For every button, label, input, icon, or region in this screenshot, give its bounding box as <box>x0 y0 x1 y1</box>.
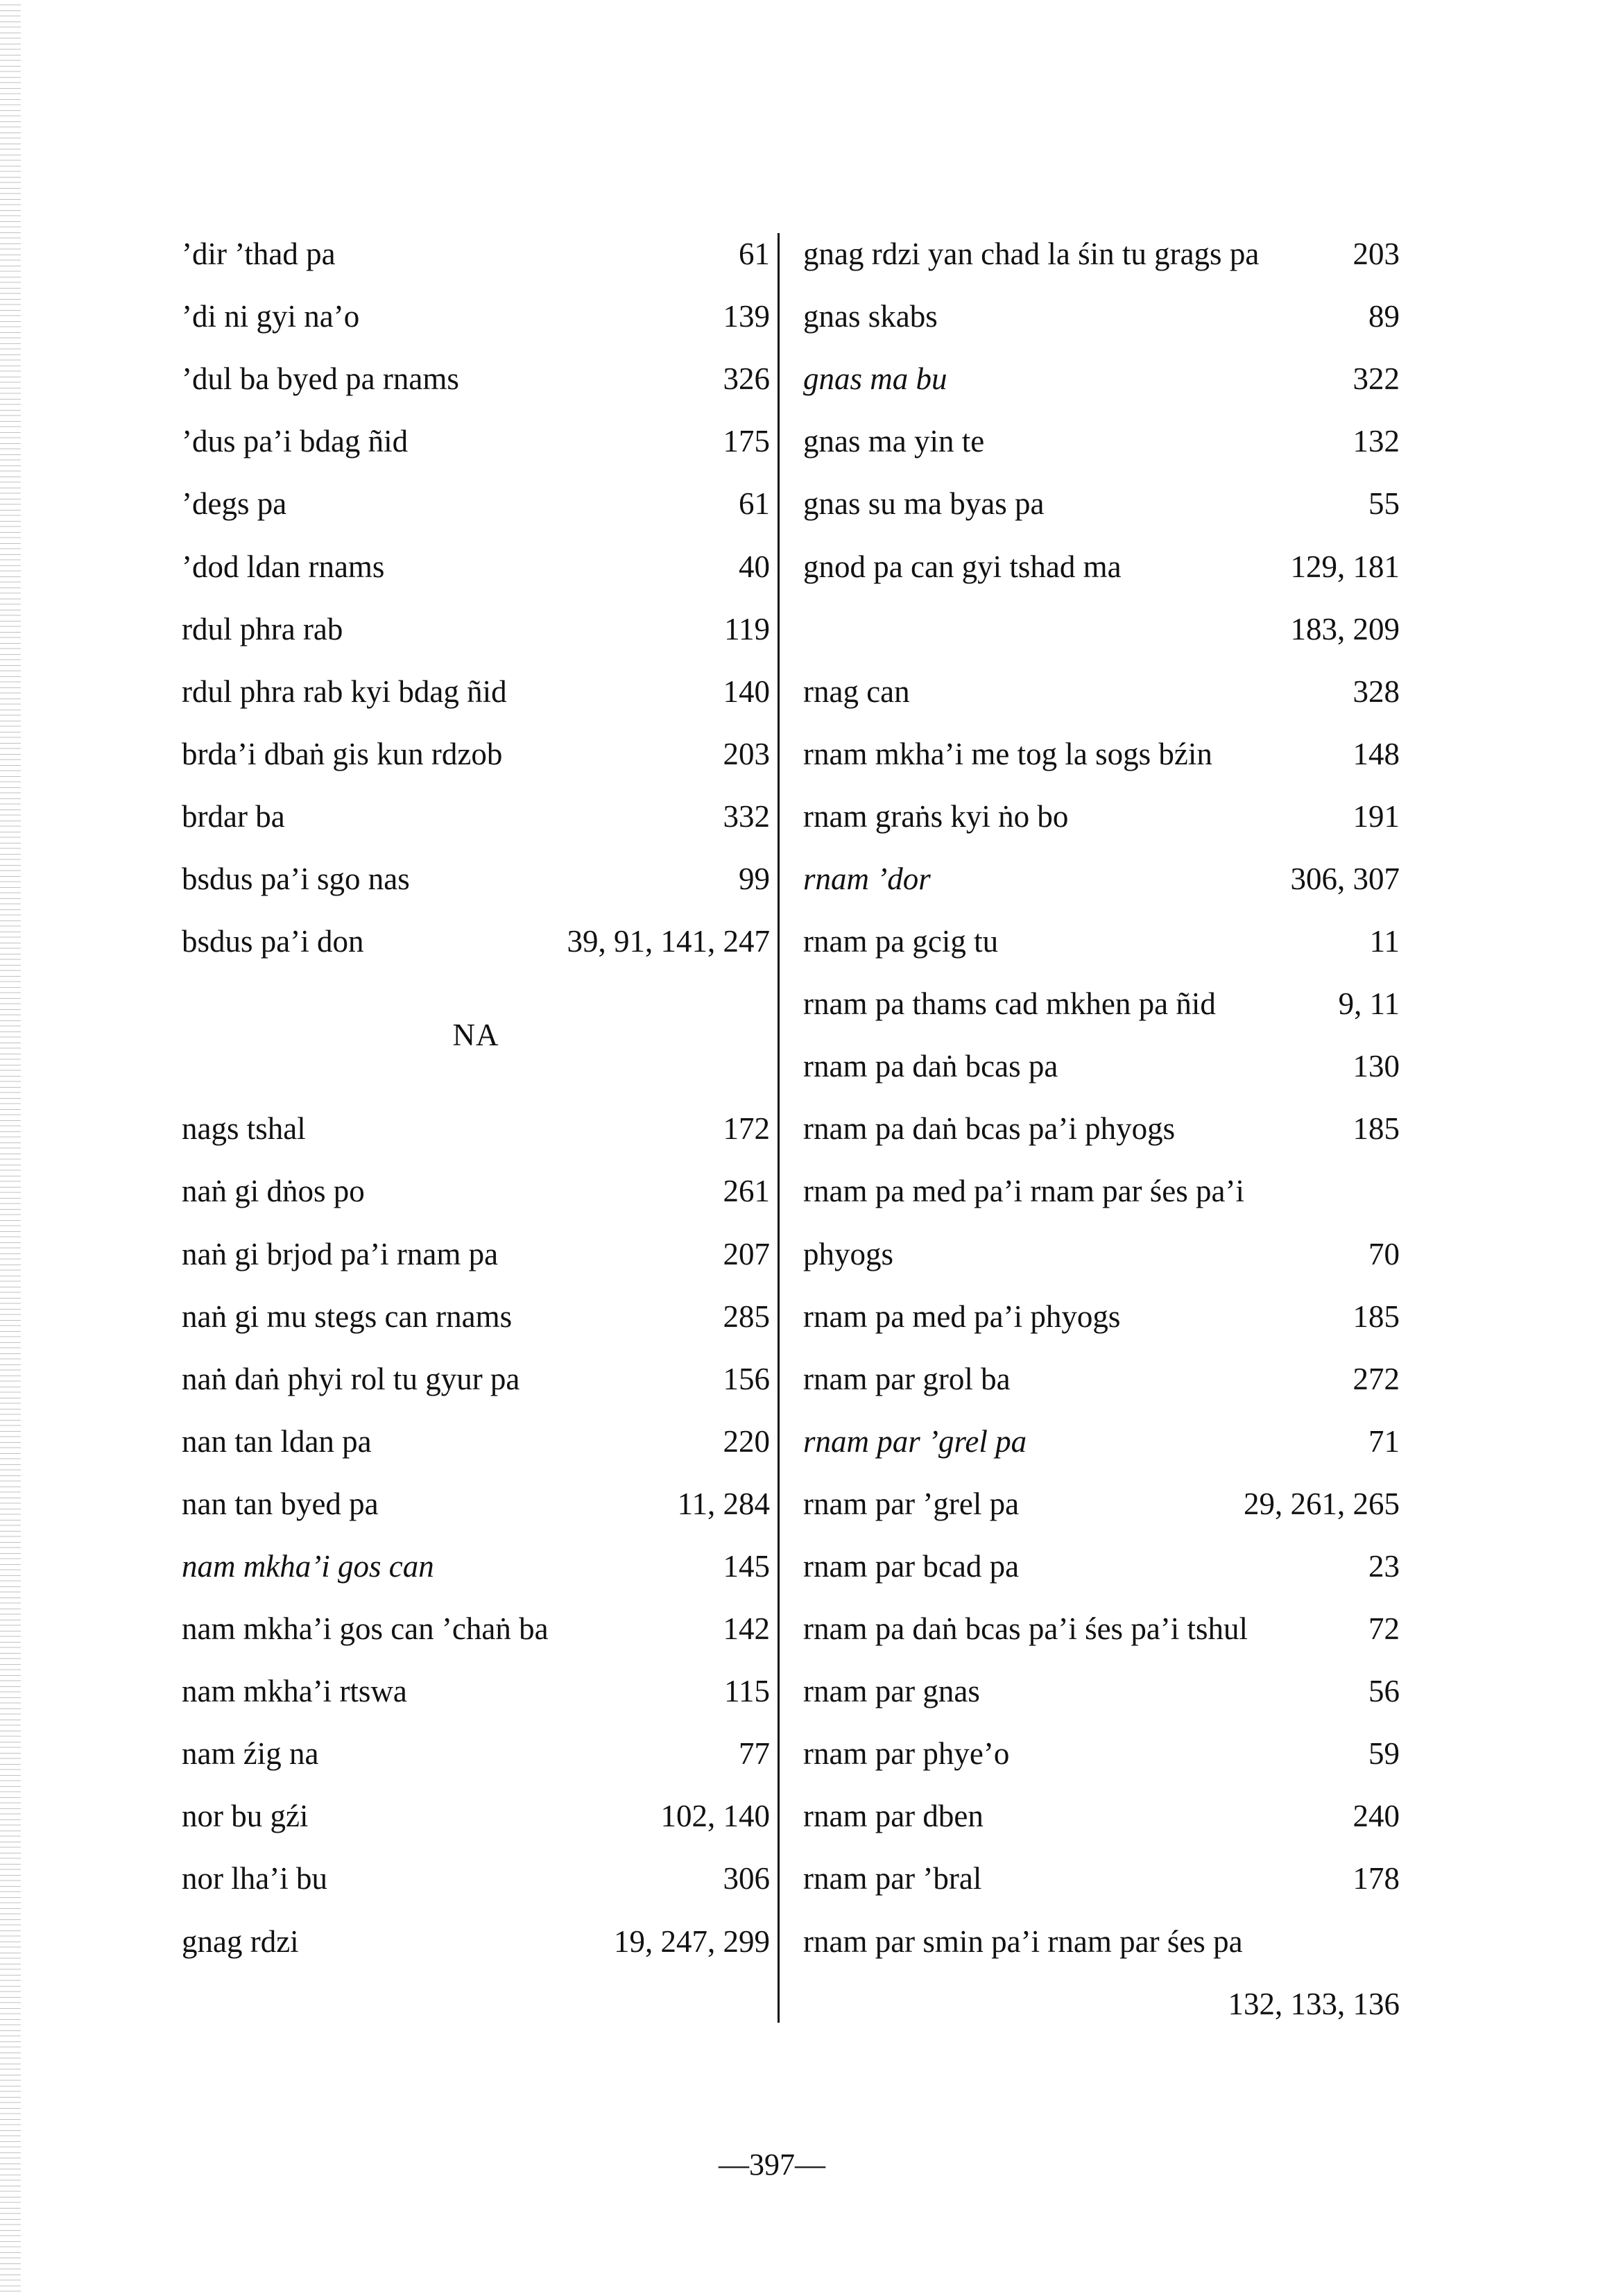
index-page-numbers: 178 <box>1352 1861 1400 1896</box>
index-entry <box>182 1473 770 1535</box>
index-entry <box>182 1785 770 1847</box>
index-page-numbers: 89 <box>1368 299 1400 334</box>
index-term: rnam par ’grel pa <box>803 1423 1027 1459</box>
index-term: nan tan byed pa <box>182 1486 379 1521</box>
index-page-numbers: 71 <box>1368 1423 1400 1459</box>
index-entry <box>803 1597 1400 1660</box>
index-term: gnas ma yin te <box>803 424 985 459</box>
index-entry <box>803 1097 1400 1160</box>
index-entry <box>182 660 770 723</box>
index-term: gnas ma bu <box>803 361 947 397</box>
index-term: bsdus pa’i don <box>182 924 364 959</box>
index-entry <box>803 1348 1400 1410</box>
index-term: ’dir ’thad pa <box>182 237 336 272</box>
index-term: rdul phra rab kyi bdag ñid <box>182 674 507 709</box>
index-page-numbers: 119 <box>724 611 770 646</box>
index-term: gnas su ma byas pa <box>803 486 1045 522</box>
column-divider <box>778 233 780 2023</box>
index-term: ’degs pa <box>182 486 287 522</box>
index-page-numbers: 207 <box>723 1236 770 1271</box>
index-page-numbers: 139 <box>723 299 770 334</box>
index-entry <box>803 1535 1400 1597</box>
index-entry <box>803 1785 1400 1847</box>
index-page-numbers: 328 <box>1352 674 1400 709</box>
index-page-numbers: 40 <box>739 549 770 584</box>
index-term: gnod pa can gyi tshad ma <box>803 549 1122 584</box>
index-entry <box>803 1847 1400 1910</box>
index-page-numbers: 332 <box>723 798 770 834</box>
index-page-numbers: 56 <box>1368 1674 1400 1709</box>
index-term: rnam par bcad pa <box>803 1549 1020 1584</box>
index-column-left <box>182 223 770 1973</box>
index-term: nor lha’i bu <box>182 1861 327 1896</box>
index-page-numbers: 306, 307 <box>1290 861 1400 896</box>
index-entry <box>803 1160 1400 1222</box>
index-page-numbers: 102, 140 <box>660 1799 770 1834</box>
index-page-numbers: 203 <box>723 736 770 771</box>
index-entry <box>182 1223 770 1285</box>
index-entry <box>182 1597 770 1660</box>
index-page-numbers: 61 <box>739 237 770 272</box>
index-page-numbers: 172 <box>723 1111 770 1147</box>
index-page-numbers: 39, 91, 141, 247 <box>567 924 770 959</box>
index-term: gnas skabs <box>803 299 938 334</box>
index-entry <box>182 223 770 285</box>
index-column-right <box>803 223 1400 2035</box>
index-entry <box>182 285 770 348</box>
index-entry <box>182 1097 770 1160</box>
index-page-numbers: 183, 209 <box>1290 611 1400 646</box>
index-entry <box>803 1910 1400 1973</box>
index-page-numbers: 29, 261, 265 <box>1244 1486 1400 1521</box>
index-term: ’dod ldan rnams <box>182 549 385 584</box>
index-term: rnam pa daṅ bcas pa’i śes pa’i tshul <box>803 1611 1248 1647</box>
index-page-numbers: 70 <box>1368 1236 1400 1271</box>
index-page-numbers: 185 <box>1352 1111 1400 1147</box>
index-page-numbers: 272 <box>1352 1361 1400 1396</box>
index-entries-before-heading <box>182 223 770 973</box>
index-term: nam mkha’i rtswa <box>182 1674 407 1709</box>
index-page-numbers: 191 <box>1352 798 1400 834</box>
index-entry <box>803 223 1400 285</box>
index-entry <box>803 1035 1400 1097</box>
page-number: —397— <box>719 2148 825 2182</box>
index-term: rnam par grol ba <box>803 1361 1011 1396</box>
index-term: rnam pa gcig tu <box>803 924 999 959</box>
index-page-numbers: 261 <box>723 1174 770 1209</box>
index-term: rnam par ’bral <box>803 1861 982 1896</box>
index-term: rnam pa daṅ bcas pa’i phyogs <box>803 1111 1176 1147</box>
index-page-numbers: 240 <box>1352 1799 1400 1834</box>
index-entry <box>182 1535 770 1597</box>
index-page-numbers: 322 <box>1352 361 1400 397</box>
index-term: bsdus pa’i sgo nas <box>182 861 410 896</box>
index-entry <box>803 1973 1400 2035</box>
index-page-numbers: 285 <box>723 1299 770 1334</box>
index-page-numbers: 129, 181 <box>1290 549 1400 584</box>
index-entry <box>803 348 1400 410</box>
index-page-numbers: 99 <box>739 861 770 896</box>
index-entry <box>803 598 1400 660</box>
index-term: rnam graṅs kyi ṅo bo <box>803 798 1069 834</box>
section-heading <box>182 973 770 1097</box>
index-term: rdul phra rab <box>182 611 343 646</box>
index-term: rnam par dben <box>803 1799 984 1834</box>
index-entry <box>803 1473 1400 1535</box>
index-entry <box>182 348 770 410</box>
index-entry <box>803 1285 1400 1348</box>
index-entry <box>182 785 770 848</box>
index-term: nags tshal <box>182 1111 306 1147</box>
index-entry <box>182 1847 770 1910</box>
index-entry <box>803 472 1400 535</box>
index-entry <box>803 910 1400 973</box>
index-term: naṅ gi dṅos po <box>182 1174 365 1209</box>
index-entry <box>182 848 770 910</box>
index-page-numbers: 185 <box>1352 1299 1400 1334</box>
index-page-numbers: 326 <box>723 361 770 397</box>
index-page-numbers: 11 <box>1369 924 1400 959</box>
index-entry <box>803 1660 1400 1722</box>
index-entry <box>182 1410 770 1473</box>
index-entry <box>182 1285 770 1348</box>
index-page-numbers: 23 <box>1368 1549 1400 1584</box>
index-page-numbers: 148 <box>1352 736 1400 771</box>
index-entry <box>182 1910 770 1973</box>
index-page-numbers: 132 <box>1352 424 1400 459</box>
index-entry <box>182 1722 770 1785</box>
index-page-numbers: 55 <box>1368 486 1400 522</box>
index-term: rnam pa thams cad mkhen pa ñid <box>803 986 1216 1022</box>
index-term: brdar ba <box>182 798 285 834</box>
index-term: phyogs <box>803 1236 894 1271</box>
index-entry <box>803 535 1400 597</box>
index-term: ’di ni gyi na’o <box>182 299 360 334</box>
index-entry <box>182 535 770 597</box>
scan-edge-noise <box>0 0 21 2296</box>
index-entry <box>803 285 1400 348</box>
index-term: nam mkha’i gos can <box>182 1549 434 1584</box>
index-entry <box>803 723 1400 785</box>
index-term: gnag rdzi yan chad la śin tu grags pa <box>803 237 1260 272</box>
index-term: rnam par gnas <box>803 1674 980 1709</box>
index-entry <box>803 848 1400 910</box>
index-page-numbers: 306 <box>723 1861 770 1896</box>
index-entry <box>182 723 770 785</box>
index-page-numbers: 11, 284 <box>677 1486 770 1521</box>
index-entry <box>803 1223 1400 1285</box>
index-term: rnag can <box>803 674 910 709</box>
index-entry <box>182 598 770 660</box>
index-term: gnag rdzi <box>182 1924 299 1959</box>
index-term: brda’i dbaṅ gis kun rdzob <box>182 736 503 771</box>
index-entry <box>803 660 1400 723</box>
index-page-numbers: 175 <box>723 424 770 459</box>
index-entry <box>803 973 1400 1035</box>
index-term: rnam pa daṅ bcas pa <box>803 1049 1058 1084</box>
index-page-numbers: 19, 247, 299 <box>614 1924 770 1959</box>
index-entry <box>803 785 1400 848</box>
section-heading-text: NA <box>452 1018 499 1053</box>
index-term: nor bu gźi <box>182 1799 309 1834</box>
index-term: rnam pa med pa’i phyogs <box>803 1299 1121 1334</box>
index-term: rnam par ’grel pa <box>803 1486 1020 1521</box>
index-term: naṅ gi mu stegs can rnams <box>182 1299 513 1334</box>
index-page-numbers: 203 <box>1352 237 1400 272</box>
index-page-numbers: 140 <box>723 674 770 709</box>
index-page-numbers: 61 <box>739 486 770 522</box>
index-entry <box>803 1722 1400 1785</box>
index-term: rnam par phye’o <box>803 1736 1010 1772</box>
index-page-numbers: 59 <box>1368 1736 1400 1772</box>
index-term: rnam ’dor <box>803 861 931 896</box>
index-term: rnam mkha’i me tog la sogs bźin <box>803 736 1212 771</box>
index-entries-after-heading <box>182 1097 770 1972</box>
index-entry <box>182 1348 770 1410</box>
index-term: naṅ daṅ phyi rol tu gyur pa <box>182 1361 520 1396</box>
index-entry <box>182 1160 770 1222</box>
index-page-numbers: 132, 133, 136 <box>1228 1986 1400 2021</box>
index-term: nam mkha’i gos can ’chaṅ ba <box>182 1611 549 1647</box>
index-entry <box>182 472 770 535</box>
index-term: ’dul ba byed pa rnams <box>182 361 459 397</box>
index-page-numbers: 115 <box>724 1674 770 1709</box>
index-page-numbers: 9, 11 <box>1338 986 1400 1022</box>
index-page-numbers: 142 <box>723 1611 770 1647</box>
index-term: rnam par smin pa’i rnam par śes pa <box>803 1924 1243 1959</box>
index-term: nam źig na <box>182 1736 319 1772</box>
index-entry <box>182 910 770 973</box>
index-page-numbers: 220 <box>723 1423 770 1459</box>
index-page-numbers: 145 <box>723 1549 770 1584</box>
index-term: rnam pa med pa’i rnam par śes pa’i <box>803 1174 1244 1209</box>
index-page-numbers: 130 <box>1352 1049 1400 1084</box>
index-entry <box>803 1410 1400 1473</box>
index-page-numbers: 77 <box>739 1736 770 1772</box>
index-entry <box>803 410 1400 472</box>
index-term: ’dus pa’i bdag ñid <box>182 424 409 459</box>
index-term: nan tan ldan pa <box>182 1423 372 1459</box>
index-entry <box>182 410 770 472</box>
index-entry <box>182 1660 770 1722</box>
index-term: naṅ gi brjod pa’i rnam pa <box>182 1236 499 1271</box>
index-page-numbers: 156 <box>723 1361 770 1396</box>
index-page-numbers: 72 <box>1368 1611 1400 1647</box>
